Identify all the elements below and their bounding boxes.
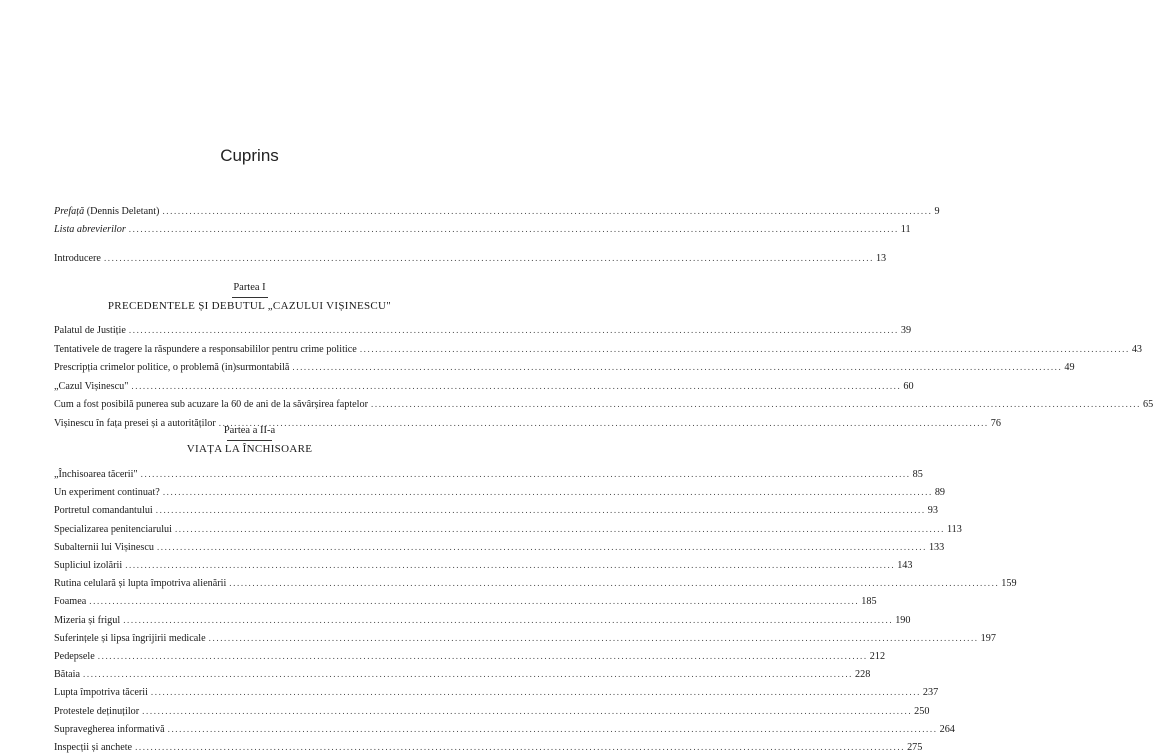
toc-entry-abbreviations[interactable] [54, 222, 911, 236]
toc-entry-page: 197 [980, 632, 996, 644]
toc-entry-page: 11 [900, 224, 911, 235]
toc-entry[interactable] [54, 740, 923, 754]
toc-entry-page: 93 [927, 505, 938, 517]
toc-entry-label: Prescripția crimelor politice, o problemă (in)surmontabilă [54, 362, 290, 373]
toc-entry[interactable] [54, 323, 912, 337]
toc-entry-label: Suferințele și lipsa îngrijirii medicale [54, 632, 206, 644]
toc-entry-label: Foamea [54, 596, 87, 608]
toc-entry-label: Un experiment continuat? [54, 487, 160, 499]
toc-entry-label: Rutina celulară și lupta împotriva alienării [54, 578, 227, 590]
part-label: Partea I [233, 282, 266, 293]
toc-entry-preface[interactable] [54, 204, 940, 218]
leader-dots: ........................................................................................................................................................................................................ [135, 742, 906, 752]
toc-entry-page: 275 [907, 742, 923, 753]
toc-entry-label: Introducere [54, 253, 101, 264]
toc-entry-page: 237 [922, 687, 939, 699]
toc-entry-label: Cum a fost posibilă punerea sub acuzare la 60 de ani de la săvârșirea faptelor [54, 399, 368, 410]
toc-entry-page: 13 [875, 253, 887, 264]
toc-entry-page: 143 [897, 560, 913, 571]
leader-dots: ........................................................................................................................................................................................................ [162, 487, 933, 498]
toc-entry-page: 76 [990, 417, 1001, 429]
leader-dots: ........................................................................................................................................................................................................ [89, 596, 860, 607]
toc-entry[interactable] [54, 379, 914, 393]
leader-dots: ........................................................................................................................................................................................................ [156, 541, 927, 552]
toc-entry-label: „Închisoarea tăcerii" [54, 469, 138, 480]
part-title: PRECEDENTELE ȘI DEBUTUL „CAZULUI VIȘINESCU" [107, 300, 392, 312]
toc-entry-page: 264 [939, 723, 955, 735]
leader-dots: ........................................................................................................................................................................................................ [150, 687, 921, 698]
leader-dots: ........................................................................................................................................................................................................ [292, 362, 1063, 372]
toc-entry-label-extra: (Dennis Deletant) [84, 206, 160, 217]
part-divider [232, 297, 268, 298]
toc-entry-page: 39 [900, 325, 912, 336]
toc-entry-label: „Cazul Vișinescu" [54, 380, 129, 392]
leader-dots: ........................................................................................................................................................................................................ [142, 705, 913, 716]
leader-dots: ........................................................................................................................................................................................................ [97, 651, 868, 661]
toc-entry-page: 212 [869, 651, 886, 662]
toc-entry-page: 9 [934, 206, 940, 217]
leader-dots: ........................................................................................................................................................................................................ [229, 578, 1000, 589]
toc-entry[interactable] [54, 613, 911, 627]
part-title: VIAȚA LA ÎNCHISOARE [186, 443, 313, 455]
toc-entry-page: 65 [1143, 399, 1153, 410]
toc-entry-label: Subalternii lui Vișinescu [54, 541, 154, 553]
toc-entry-page: 49 [1064, 362, 1075, 373]
leader-dots: ........................................................................................................................................................................................................ [359, 343, 1130, 354]
toc-entry-page: 228 [855, 669, 871, 681]
toc-entry[interactable] [54, 360, 1075, 374]
toc-entry-label: Specializarea penitenciarului [54, 523, 172, 535]
leader-dots: ........................................................................................................................................................................................................ [128, 325, 899, 335]
toc-entry-label: Supliciul izolării [54, 560, 123, 571]
toc-entry-label: Mizeria și frigul [54, 614, 121, 626]
toc-entry-page: 159 [1001, 578, 1017, 590]
toc-entry[interactable] [54, 397, 1153, 411]
toc-entry-label: Inspecții și anchete [54, 742, 133, 753]
toc-entry-page: 89 [934, 487, 945, 499]
toc-entry-introduction[interactable] [54, 251, 887, 265]
toc-entry-label: Lupta împotriva tăcerii [54, 687, 148, 699]
leader-dots: ........................................................................................................................................................................................................ [167, 723, 938, 734]
toc-entry-label: Pedepsele [54, 651, 95, 662]
toc-entry-page: 190 [895, 614, 911, 626]
toc-entry-page: 133 [928, 541, 945, 553]
toc-entry[interactable] [54, 467, 923, 481]
toc-entry-label: Vișinescu în fața presei și a autorităților [54, 417, 216, 429]
leader-dots: ........................................................................................................................................................................................................ [218, 417, 989, 428]
toc-entry[interactable] [54, 649, 886, 663]
toc-entry[interactable] [54, 594, 877, 608]
toc-entry[interactable] [54, 485, 945, 499]
toc-entry[interactable] [54, 576, 1017, 590]
toc-entry[interactable] [54, 558, 913, 572]
toc-entry-page: 60 [903, 380, 914, 392]
toc-entry-label: Bătaia [54, 669, 81, 681]
toc-entry[interactable] [54, 503, 938, 517]
toc-entry-page: 43 [1131, 343, 1142, 355]
page-title: Cuprins [220, 146, 279, 165]
leader-dots: ........................................................................................................................................................................................................ [131, 380, 902, 391]
toc-entry[interactable] [54, 722, 955, 736]
toc-entry[interactable] [54, 342, 1142, 356]
toc-entry[interactable] [54, 667, 871, 681]
leader-dots: ........................................................................................................................................................................................................ [371, 399, 1141, 409]
toc-entry-label: Lista abrevierilor [54, 224, 126, 235]
leader-dots: ........................................................................................................................................................................................................ [174, 523, 945, 534]
part-divider [227, 440, 272, 441]
leader-dots: ........................................................................................................................................................................................................ [128, 224, 899, 234]
leader-dots: ........................................................................................................................................................................................................ [208, 632, 979, 643]
leader-dots: ........................................................................................................................................................................................................ [162, 206, 933, 216]
toc-entry-page: 113 [946, 523, 962, 535]
leader-dots: ........................................................................................................................................................................................................ [103, 253, 874, 263]
toc-entry[interactable] [54, 540, 945, 554]
toc-entry[interactable] [54, 522, 962, 536]
leader-dots: ........................................................................................................................................................................................................ [123, 614, 894, 625]
toc-entry-label: Supravegherea informativă [54, 723, 165, 735]
toc-entry-label: Tentativele de tragere la răspundere a responsabililor pentru crime politice [54, 343, 357, 355]
leader-dots: ........................................................................................................................................................................................................ [125, 560, 896, 570]
leader-dots: ........................................................................................................................................................................................................ [83, 669, 854, 680]
toc-entry-label: Prefață [54, 206, 85, 217]
toc-entry-label: Palatul de Justiție [54, 325, 126, 336]
part-label: Partea a II-a [223, 425, 276, 436]
toc-entry[interactable] [54, 685, 939, 699]
toc-entry[interactable] [54, 631, 996, 645]
toc-entry-page: 185 [861, 596, 877, 608]
toc-entry-page: 85 [912, 469, 923, 480]
toc-entry-page: 250 [914, 705, 930, 717]
toc-entry-label: Portretul comandantului [54, 505, 153, 517]
toc-entry-label: Protestele deținuților [54, 705, 140, 717]
toc-entry[interactable] [54, 704, 930, 718]
leader-dots: ........................................................................................................................................................................................................ [140, 469, 911, 479]
leader-dots: ........................................................................................................................................................................................................ [155, 505, 926, 516]
